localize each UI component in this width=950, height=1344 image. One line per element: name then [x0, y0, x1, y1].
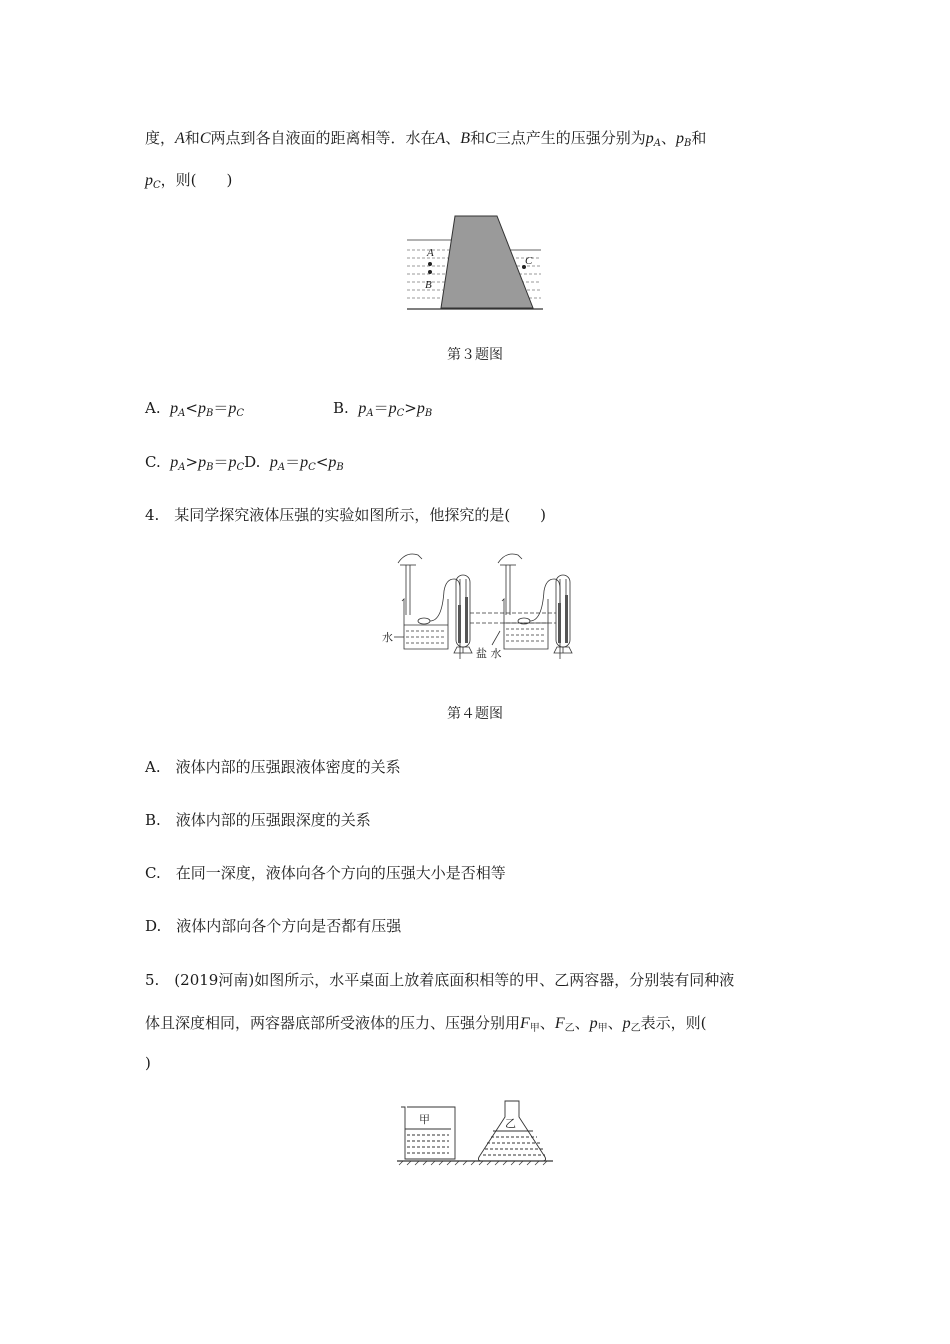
q3-option-a: A. $p_A<p_B=p_C$ [145, 399, 244, 419]
q3-stem-line1: 度，A和C两点到各自液面的距离相等．水在A、B和C三点产生的压强分别为$p_A$、$p_B$和 [145, 129, 707, 149]
yi-label: 乙 [505, 1117, 516, 1130]
q4-option-d: D. 液体内部向各个方向是否都有压强 [145, 917, 402, 935]
point-c-label: C [525, 255, 533, 267]
q3-stem-line2: $p_C$，则( ) [145, 171, 233, 191]
dam-figure [405, 212, 545, 312]
jia-label: 甲 [419, 1113, 430, 1126]
pressure-experiment-figure [380, 545, 580, 663]
q3-option-c-d: C. $p_A>p_B=p_CD$. $p_A=p_C<p_B$ [145, 453, 344, 473]
figure-4-caption: 第４题图 [447, 706, 503, 722]
q4-stem: 4. 某同学探究液体压强的实验如图所示，他探究的是( ) [145, 506, 547, 524]
q3-option-b: B. $p_A=p_C>p_B$ [333, 399, 433, 419]
water-label: 水 [382, 631, 393, 644]
figure-3-caption: 第３题图 [447, 347, 503, 363]
brine-label: 盐 水 [476, 647, 502, 660]
q4-option-c: C. 在同一深度，液体向各个方向的压强大小是否相等 [145, 864, 506, 882]
point-a-label: A [427, 247, 434, 259]
containers-figure [395, 1095, 555, 1167]
q5-stem-line2: 体且深度相同，两容器底部所受液体的压力、压强分别用$F_甲$、$F_乙$、$p_甲$、$p_乙$表示，则( [145, 1014, 707, 1034]
q5-stem-line1: 5. (2019河南)如图所示，水平桌面上放着底面积相等的甲、乙两容器，分别装有同种液 [145, 971, 735, 989]
q5-stem-line3: ) [145, 1054, 151, 1072]
point-b-label: B [425, 279, 432, 291]
q4-option-b: B. 液体内部的压强跟深度的关系 [145, 811, 371, 829]
q4-option-a: A. 液体内部的压强跟液体密度的关系 [145, 758, 401, 776]
